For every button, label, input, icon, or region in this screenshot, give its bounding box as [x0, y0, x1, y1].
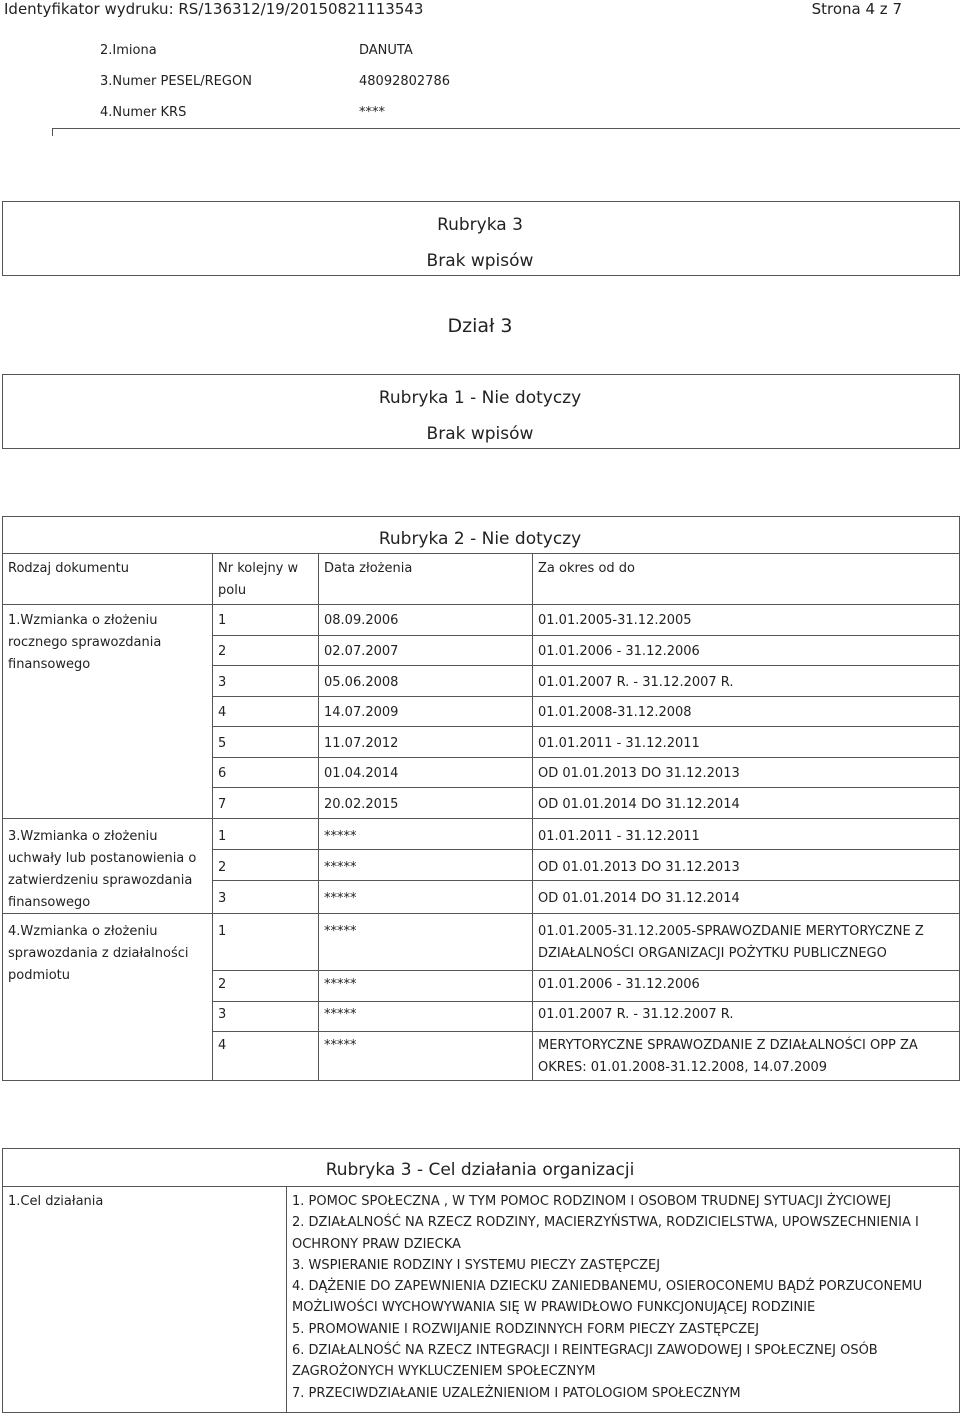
rubryka3-body: Brak wpisów	[426, 251, 534, 271]
row-nr: 1	[218, 924, 227, 939]
page-number: Strona 4 z 7	[811, 0, 902, 18]
row-nr: 5	[218, 736, 227, 751]
cel-item: 6. DZIAŁALNOŚĆ NA RZECZ INTEGRACJI I REINTEGRACJI ZAWODOWEJ I SPOŁECZNEJ OSÓB ZAGROŻONYCH WYKLUCZENIEM SPOŁECZNYM	[292, 1343, 878, 1380]
row-data: *****	[324, 860, 357, 875]
row-data: 01.04.2014	[324, 766, 399, 781]
field-label-imiona: 2.Imiona	[100, 43, 157, 58]
row-data: 20.02.2015	[324, 797, 399, 812]
row-okres: OD 01.01.2014 DO 31.12.2014	[538, 891, 740, 906]
row-nr: 4	[218, 1038, 227, 1053]
row-data: *****	[324, 1038, 357, 1053]
field-value-krs: ****	[359, 105, 385, 120]
row-data: *****	[324, 924, 357, 939]
row-okres: 01.01.2005-31.12.2005	[538, 613, 692, 628]
row-nr: 2	[218, 977, 227, 992]
field-label-pesel: 3.Numer PESEL/REGON	[100, 74, 252, 89]
row-nr: 7	[218, 797, 227, 812]
row-okres: 01.01.2008-31.12.2008	[538, 705, 692, 720]
row-data: 05.06.2008	[324, 675, 399, 690]
rubryka1-body: Brak wpisów	[426, 424, 534, 444]
cel-item: 3. WSPIERANIE RODZINY I SYSTEMU PIECZY ZASTĘPCZEJ	[292, 1257, 661, 1273]
row-nr: 1	[218, 829, 227, 844]
row-nr: 3	[218, 891, 227, 906]
cel-item: 2. DZIAŁALNOŚĆ NA RZECZ RODZINY, MACIERZYŃSTWA, RODZICIELSTWA, UPOWSZECHNIENIA I OCHRONY PRAW DZIECKA	[292, 1215, 919, 1252]
divider	[52, 128, 53, 136]
cel-item: 5. PROMOWANIE I ROZWIJANIE RODZINNYCH FORM PIECZY ZASTĘPCZEJ	[292, 1321, 760, 1337]
field-label-krs: 4.Numer KRS	[100, 105, 187, 120]
group-label-roczne: 1.Wzmianka o złożeniu rocznego sprawozdania finansowego	[8, 613, 162, 672]
divider	[52, 128, 960, 129]
cel-item: 1. POMOC SPOŁECZNA , W TYM POMOC RODZINOM I OSOBOM TRUDNEJ SYTUACJI ŻYCIOWEJ	[292, 1194, 892, 1209]
row-okres: 01.01.2011 - 31.12.2011	[538, 829, 700, 844]
row-okres: 01.01.2007 R. - 31.12.2007 R.	[538, 675, 734, 690]
cel-list	[292, 1191, 932, 1404]
row-data: 11.07.2012	[324, 736, 399, 751]
row-okres: OD 01.01.2013 DO 31.12.2013	[538, 766, 740, 781]
row-okres: OD 01.01.2013 DO 31.12.2013	[538, 860, 740, 875]
cel-item: 7. PRZECIWDZIAŁANIE UZALEŻNIENIOM I PATOLOGIOM SPOŁECZNYM	[292, 1385, 741, 1401]
row-nr: 3	[218, 1007, 227, 1022]
row-nr: 2	[218, 860, 227, 875]
row-data: 14.07.2009	[324, 705, 399, 720]
cel-item: 4. DĄŻENIE DO ZAPEWNIENIA DZIECKU ZANIEDBANEMU, OSIEROCONEMU BĄDŹ PORZUCONEMU MOŻLIWOŚCI WYCHOWYWANIA SIĘ W PRAWIDŁOWO FUNKCJONUJĄCEJ RODZINIE	[292, 1279, 923, 1316]
rubryka2-title: Rubryka 2 - Nie dotyczy	[378, 529, 582, 549]
row-okres: 01.01.2007 R. - 31.12.2007 R.	[538, 1007, 734, 1022]
rubryka2-box	[2, 516, 960, 1081]
print-identifier: Identyfikator wydruku: RS/136312/19/20150821113543	[4, 0, 424, 18]
group-label-dzialalnosc: 4.Wzmianka o złożeniu sprawozdania z działalności podmiotu	[8, 924, 189, 983]
row-okres: 01.01.2006 - 31.12.2006	[538, 977, 700, 992]
row-nr: 6	[218, 766, 227, 781]
rubryka3-title: Rubryka 3	[437, 215, 523, 235]
col-header-nr: Nr kolejny w polu	[218, 561, 299, 598]
row-data: 08.09.2006	[324, 613, 399, 628]
dzial3-title: Dział 3	[447, 315, 513, 337]
row-data: *****	[324, 829, 357, 844]
row-nr: 4	[218, 705, 227, 720]
col-header-data: Data złożenia	[324, 561, 413, 576]
cel-label: 1.Cel działania	[8, 1194, 104, 1209]
row-data: *****	[324, 891, 357, 906]
row-nr: 2	[218, 644, 227, 659]
divider	[2, 553, 960, 554]
col-header-rodzaj: Rodzaj dokumentu	[8, 561, 129, 576]
field-value-pesel: 48092802786	[359, 74, 450, 89]
divider	[2, 604, 960, 605]
row-okres: 01.01.2011 - 31.12.2011	[538, 736, 700, 751]
row-nr: 1	[218, 613, 227, 628]
row-nr: 3	[218, 675, 227, 690]
col-header-okres: Za okres od do	[538, 561, 635, 576]
row-okres: OD 01.01.2014 DO 31.12.2014	[538, 797, 740, 812]
cel-title: Rubryka 3 - Cel działania organizacji	[325, 1160, 635, 1180]
row-data: 02.07.2007	[324, 644, 399, 659]
row-data: *****	[324, 977, 357, 992]
group-label-uchwala: 3.Wzmianka o złożeniu uchwały lub postanowienia o zatwierdzeniu sprawozdania finansowego	[8, 829, 197, 910]
row-okres: MERYTORYCZNE SPRAWOZDANIE Z DZIAŁALNOŚCI OPP ZA OKRES: 01.01.2008-31.12.2008, 14.07.2009	[538, 1038, 918, 1075]
field-value-imiona: DANUTA	[359, 43, 413, 58]
rubryka1-title: Rubryka 1 - Nie dotyczy	[378, 388, 582, 408]
row-data: *****	[324, 1007, 357, 1022]
row-okres: 01.01.2005-31.12.2005-SPRAWOZDANIE MERYTORYCZNE Z DZIAŁALNOŚCI ORGANIZACJI POŻYTKU PUBLICZNEGO	[538, 924, 924, 961]
row-okres: 01.01.2006 - 31.12.2006	[538, 644, 700, 659]
